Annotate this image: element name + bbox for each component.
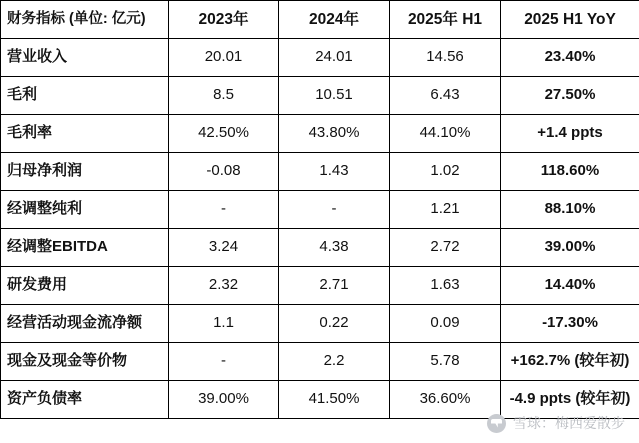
table-row [1,39,639,77]
cell-2025h1: 5.78 [390,343,501,381]
cell-2025h1: 6.43 [390,77,501,115]
cell-2024: - [279,191,390,229]
cell-2023: 2.32 [169,267,279,305]
row-label: 研发费用 [1,267,169,305]
cell-yoy: 23.40% [501,39,639,77]
table-row [1,229,639,267]
watermark [487,413,625,433]
cell-yoy: 88.10% [501,191,639,229]
cell-2023: 1.1 [169,305,279,343]
row-label: 资产负债率 [1,381,169,419]
header-2024: 2024年 [279,1,390,39]
header-2025h1: 2025年 H1 [390,1,501,39]
cell-2024: 0.22 [279,305,390,343]
cell-2023: 39.00% [169,381,279,419]
table-row [1,153,639,191]
header-2023: 2023年 [169,1,279,39]
row-label: 归母净利润 [1,153,169,191]
cell-2023: 42.50% [169,115,279,153]
cell-2023: 3.24 [169,229,279,267]
cell-2025h1: 14.56 [390,39,501,77]
cell-yoy: +162.7% (较年初) [501,343,639,381]
cell-2024: 24.01 [279,39,390,77]
cell-2023: - [169,191,279,229]
row-label: 经营活动现金流净额 [1,305,169,343]
row-label: 经调整纯利 [1,191,169,229]
cell-2023: - [169,343,279,381]
cell-2024: 10.51 [279,77,390,115]
cell-2023: -0.08 [169,153,279,191]
cell-yoy: 14.40% [501,267,639,305]
cell-2025h1: 2.72 [390,229,501,267]
cell-yoy: -4.9 ppts (较年初) [501,381,639,419]
table-header-row [1,1,639,39]
cell-2024: 43.80% [279,115,390,153]
cell-2025h1: 1.21 [390,191,501,229]
cell-2025h1: 44.10% [390,115,501,153]
watermark-text: 雪球：梅西爱散步 [513,415,625,431]
cell-yoy: 118.60% [501,153,639,191]
cell-2024: 1.43 [279,153,390,191]
cell-2025h1: 1.02 [390,153,501,191]
cell-2024: 2.2 [279,343,390,381]
cell-yoy: 39.00% [501,229,639,267]
header-yoy: 2025 H1 YoY [501,1,639,39]
table-row [1,191,639,229]
cell-yoy: -17.30% [501,305,639,343]
header-metric: 财务指标 (单位: 亿元) [1,1,169,39]
cell-2025h1: 0.09 [390,305,501,343]
table-row [1,115,639,153]
table-row [1,343,639,381]
cell-2025h1: 36.60% [390,381,501,419]
cell-2025h1: 1.63 [390,267,501,305]
table-row [1,305,639,343]
cell-2023: 20.01 [169,39,279,77]
xueqiu-logo-icon [487,414,506,433]
table-row [1,267,639,305]
cell-2023: 8.5 [169,77,279,115]
row-label: 现金及现金等价物 [1,343,169,381]
cell-yoy: 27.50% [501,77,639,115]
row-label: 毛利率 [1,115,169,153]
row-label: 营业收入 [1,39,169,77]
table-row [1,77,639,115]
cell-yoy: +1.4 ppts [501,115,639,153]
row-label: 经调整EBITDA [1,229,169,267]
cell-2024: 41.50% [279,381,390,419]
cell-2024: 2.71 [279,267,390,305]
row-label: 毛利 [1,77,169,115]
cell-2024: 4.38 [279,229,390,267]
